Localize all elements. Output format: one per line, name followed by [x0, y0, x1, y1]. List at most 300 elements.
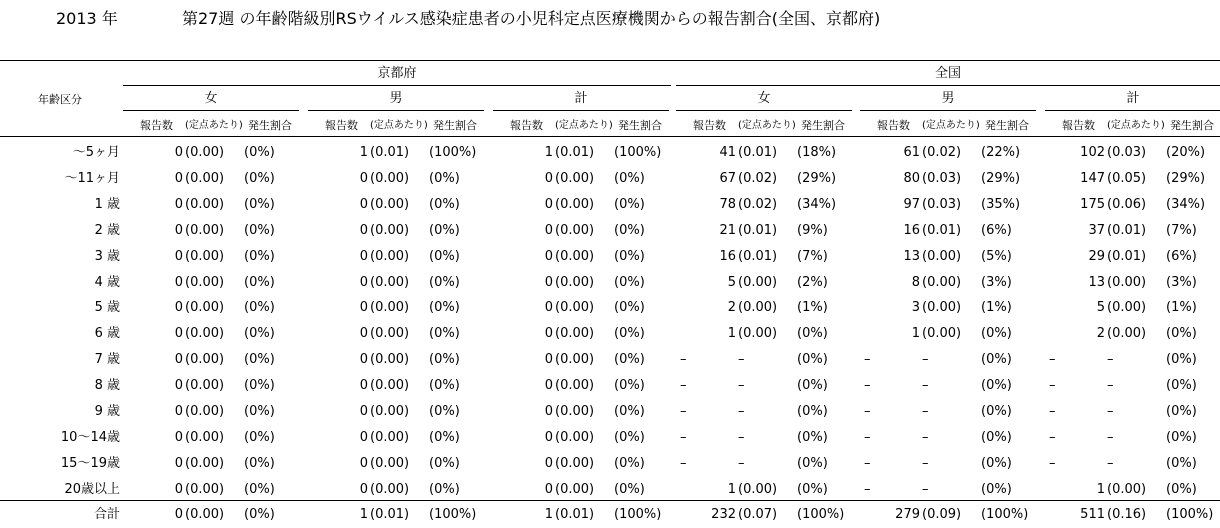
per-sentinel-cell: (0.00)	[185, 145, 225, 160]
per-sentinel-cell: –	[1107, 378, 1114, 393]
per-sentinel-cell: (0.00)	[185, 378, 225, 393]
ratio-cell: (0%)	[797, 404, 828, 419]
per-sentinel-cell: –	[1107, 404, 1114, 419]
count-cell: 67	[719, 171, 736, 186]
per-sentinel-cell: (0.01)	[555, 507, 595, 522]
per-sentinel-cell: (0.00)	[185, 456, 225, 471]
count-cell: 0	[359, 456, 368, 471]
ratio-cell: (0%)	[614, 275, 645, 290]
ratio-cell: (0%)	[614, 249, 645, 264]
subheader-per-sentinel: (定点あたり)	[922, 120, 980, 131]
ratio-cell: (0%)	[429, 352, 460, 367]
per-sentinel-cell: –	[922, 404, 929, 419]
per-sentinel-cell: (0.00)	[555, 326, 595, 341]
count-cell: 1	[727, 482, 736, 497]
sex-divider-4	[860, 110, 1036, 111]
count-cell: 78	[719, 197, 736, 212]
ratio-cell: (0%)	[244, 223, 275, 238]
count-cell: 0	[359, 378, 368, 393]
count-cell: 0	[544, 249, 553, 264]
ratio-cell: (0%)	[244, 197, 275, 212]
per-sentinel-cell: –	[922, 352, 929, 367]
ratio-cell: (0%)	[981, 482, 1012, 497]
per-sentinel-cell: (0.00)	[555, 404, 595, 419]
count-cell: 0	[174, 145, 183, 160]
per-sentinel-cell: (0.03)	[922, 171, 962, 186]
ratio-cell: (0%)	[244, 456, 275, 471]
ratio-cell: (29%)	[981, 171, 1021, 186]
count-cell: –	[864, 404, 871, 419]
per-sentinel-cell: –	[922, 482, 929, 497]
per-sentinel-cell: (0.01)	[370, 507, 410, 522]
count-cell: 0	[174, 378, 183, 393]
ratio-cell: (22%)	[981, 145, 1021, 160]
per-sentinel-cell: (0.02)	[922, 145, 962, 160]
per-sentinel-cell: (0.01)	[922, 223, 962, 238]
count-cell: –	[680, 430, 687, 445]
count-cell: –	[680, 378, 687, 393]
per-sentinel-cell: (0.00)	[738, 326, 778, 341]
count-cell: 0	[544, 378, 553, 393]
per-sentinel-cell: (0.05)	[1107, 171, 1147, 186]
count-cell: 0	[174, 300, 183, 315]
count-cell: 0	[174, 507, 183, 522]
sex-divider-2	[493, 110, 669, 111]
ratio-cell: (0%)	[244, 482, 275, 497]
age-label: 10〜14歳	[60, 430, 120, 445]
age-label: 1 歳	[94, 197, 120, 212]
per-sentinel-cell: (0.00)	[370, 326, 410, 341]
ratio-cell: (100%)	[614, 507, 662, 522]
count-cell: 0	[174, 482, 183, 497]
per-sentinel-cell: (0.00)	[185, 197, 225, 212]
ratio-cell: (0%)	[614, 482, 645, 497]
sex-divider-0	[123, 110, 299, 111]
report-year: 2013 年	[56, 9, 118, 28]
ratio-cell: (7%)	[1166, 223, 1197, 238]
subheader-ratio: 発生割合	[248, 119, 292, 132]
ratio-cell: (0%)	[797, 456, 828, 471]
count-cell: 1	[359, 145, 368, 160]
ratio-cell: (3%)	[1166, 275, 1197, 290]
count-cell: 41	[719, 145, 736, 160]
count-cell: 5	[1096, 300, 1105, 315]
subheader-per-sentinel: (定点あたり)	[1107, 120, 1165, 131]
per-sentinel-cell: (0.00)	[555, 223, 595, 238]
per-sentinel-cell: (0.00)	[370, 482, 410, 497]
count-cell: 0	[544, 223, 553, 238]
ratio-cell: (0%)	[429, 223, 460, 238]
per-sentinel-cell: (0.00)	[370, 197, 410, 212]
per-sentinel-cell: (0.00)	[555, 352, 595, 367]
count-cell: 8	[911, 275, 920, 290]
ratio-cell: (100%)	[1166, 507, 1214, 522]
count-cell: 13	[903, 249, 920, 264]
report-title: 第27週 の年齢階級別RSウイルス感染症患者の小児科定点医療機関からの報告割合(全国、京都府)	[182, 9, 881, 28]
per-sentinel-cell: (0.00)	[555, 482, 595, 497]
per-sentinel-cell: (0.00)	[1107, 326, 1147, 341]
count-cell: 0	[174, 275, 183, 290]
per-sentinel-cell: (0.00)	[185, 507, 225, 522]
count-cell: 0	[544, 197, 553, 212]
count-cell: 0	[359, 430, 368, 445]
age-label: 2 歳	[94, 223, 120, 238]
per-sentinel-cell: (0.03)	[1107, 145, 1147, 160]
subheader-count: 報告数	[140, 119, 173, 132]
per-sentinel-cell: (0.00)	[922, 249, 962, 264]
per-sentinel-cell: (0.02)	[738, 197, 778, 212]
ratio-cell: (0%)	[614, 223, 645, 238]
subheader-ratio: 発生割合	[801, 119, 845, 132]
count-cell: 2	[1096, 326, 1105, 341]
age-label: 3 歳	[94, 249, 120, 264]
subheader-ratio: 発生割合	[433, 119, 477, 132]
age-label: 6 歳	[94, 326, 120, 341]
sex-header: 計	[1126, 91, 1140, 106]
age-label: 5 歳	[94, 300, 120, 315]
ratio-cell: (0%)	[429, 171, 460, 186]
per-sentinel-cell: (0.01)	[1107, 249, 1147, 264]
count-cell: 1	[359, 507, 368, 522]
count-cell: 232	[711, 507, 736, 522]
count-cell: 2	[727, 300, 736, 315]
subheader-count: 報告数	[693, 119, 726, 132]
count-cell: 0	[174, 223, 183, 238]
ratio-cell: (0%)	[244, 300, 275, 315]
ratio-cell: (29%)	[797, 171, 837, 186]
ratio-cell: (0%)	[797, 482, 828, 497]
per-sentinel-cell: (0.01)	[555, 145, 595, 160]
age-column-header: 年齢区分	[38, 93, 82, 106]
per-sentinel-cell: (0.00)	[1107, 300, 1147, 315]
total-row-label: 合計	[93, 507, 120, 522]
age-label: 〜5ヶ月	[72, 145, 120, 160]
per-sentinel-cell: (0.00)	[555, 378, 595, 393]
ratio-cell: (0%)	[614, 197, 645, 212]
ratio-cell: (0%)	[429, 430, 460, 445]
per-sentinel-cell: (0.00)	[370, 223, 410, 238]
count-cell: 0	[544, 300, 553, 315]
ratio-cell: (0%)	[981, 456, 1012, 471]
ratio-cell: (0%)	[1166, 352, 1197, 367]
per-sentinel-cell: (0.01)	[738, 249, 778, 264]
count-cell: 0	[544, 352, 553, 367]
count-cell: 0	[174, 326, 183, 341]
ratio-cell: (0%)	[614, 378, 645, 393]
per-sentinel-cell: (0.00)	[370, 430, 410, 445]
count-cell: 5	[727, 275, 736, 290]
ratio-cell: (0%)	[244, 378, 275, 393]
ratio-cell: (0%)	[981, 378, 1012, 393]
count-cell: 147	[1080, 171, 1105, 186]
ratio-cell: (0%)	[429, 326, 460, 341]
ratio-cell: (0%)	[614, 171, 645, 186]
per-sentinel-cell: (0.00)	[555, 456, 595, 471]
ratio-cell: (1%)	[1166, 300, 1197, 315]
per-sentinel-cell: (0.00)	[185, 223, 225, 238]
count-cell: 0	[544, 171, 553, 186]
age-label: 20歳以上	[64, 482, 120, 497]
count-cell: 0	[359, 404, 368, 419]
ratio-cell: (0%)	[981, 430, 1012, 445]
count-cell: 1	[911, 326, 920, 341]
count-cell: 13	[1088, 275, 1105, 290]
count-cell: 0	[174, 430, 183, 445]
per-sentinel-cell: (0.00)	[185, 326, 225, 341]
ratio-cell: (3%)	[981, 275, 1012, 290]
per-sentinel-cell: (0.00)	[922, 275, 962, 290]
count-cell: 0	[174, 197, 183, 212]
ratio-cell: (0%)	[429, 404, 460, 419]
ratio-cell: (7%)	[797, 249, 828, 264]
count-cell: –	[864, 456, 871, 471]
age-label: 7 歳	[94, 352, 120, 367]
ratio-cell: (100%)	[981, 507, 1029, 522]
ratio-cell: (0%)	[244, 249, 275, 264]
ratio-cell: (0%)	[244, 275, 275, 290]
ratio-cell: (29%)	[1166, 171, 1206, 186]
ratio-cell: (0%)	[1166, 326, 1197, 341]
per-sentinel-cell: –	[738, 404, 745, 419]
per-sentinel-cell: (0.00)	[555, 171, 595, 186]
per-sentinel-cell: –	[1107, 456, 1114, 471]
per-sentinel-cell: –	[738, 430, 745, 445]
count-cell: –	[864, 352, 871, 367]
count-cell: –	[864, 378, 871, 393]
ratio-cell: (0%)	[981, 326, 1012, 341]
ratio-cell: (5%)	[981, 249, 1012, 264]
count-cell: 0	[544, 482, 553, 497]
per-sentinel-cell: (0.01)	[738, 145, 778, 160]
count-cell: 80	[903, 171, 920, 186]
per-sentinel-cell: (0.00)	[185, 352, 225, 367]
ratio-cell: (0%)	[429, 456, 460, 471]
age-label: 15〜19歳	[60, 456, 120, 471]
ratio-cell: (18%)	[797, 145, 837, 160]
ratio-cell: (34%)	[1166, 197, 1206, 212]
per-sentinel-cell: –	[1107, 430, 1114, 445]
count-cell: 3	[911, 300, 920, 315]
ratio-cell: (2%)	[797, 275, 828, 290]
ratio-cell: (6%)	[1166, 249, 1197, 264]
count-cell: 1	[1096, 482, 1105, 497]
per-sentinel-cell: (0.16)	[1107, 507, 1147, 522]
region-divider-kyoto	[123, 85, 671, 86]
count-cell: 102	[1080, 145, 1105, 160]
per-sentinel-cell: (0.00)	[922, 326, 962, 341]
per-sentinel-cell: (0.00)	[738, 275, 778, 290]
ratio-cell: (9%)	[797, 223, 828, 238]
per-sentinel-cell: (0.02)	[738, 171, 778, 186]
per-sentinel-cell: (0.00)	[1107, 482, 1147, 497]
per-sentinel-cell: –	[922, 378, 929, 393]
per-sentinel-cell: (0.01)	[1107, 223, 1147, 238]
sex-header: 男	[389, 91, 403, 106]
count-cell: –	[680, 456, 687, 471]
ratio-cell: (34%)	[797, 197, 837, 212]
ratio-cell: (0%)	[614, 404, 645, 419]
count-cell: 0	[359, 300, 368, 315]
count-cell: 0	[359, 326, 368, 341]
per-sentinel-cell: (0.00)	[555, 300, 595, 315]
per-sentinel-cell: (0.00)	[185, 300, 225, 315]
ratio-cell: (0%)	[614, 326, 645, 341]
count-cell: 0	[359, 171, 368, 186]
count-cell: 97	[903, 197, 920, 212]
per-sentinel-cell: (0.00)	[555, 197, 595, 212]
ratio-cell: (100%)	[614, 145, 662, 160]
count-cell: –	[864, 430, 871, 445]
count-cell: 0	[174, 404, 183, 419]
count-cell: –	[680, 404, 687, 419]
ratio-cell: (0%)	[429, 249, 460, 264]
per-sentinel-cell: (0.00)	[185, 275, 225, 290]
per-sentinel-cell: –	[738, 456, 745, 471]
count-cell: –	[1049, 404, 1056, 419]
ratio-cell: (0%)	[429, 275, 460, 290]
per-sentinel-cell: (0.01)	[738, 223, 778, 238]
per-sentinel-cell: (0.00)	[738, 482, 778, 497]
count-cell: 0	[174, 249, 183, 264]
per-sentinel-cell: (0.00)	[555, 249, 595, 264]
per-sentinel-cell: –	[738, 352, 745, 367]
per-sentinel-cell: (0.00)	[555, 275, 595, 290]
ratio-cell: (0%)	[429, 197, 460, 212]
age-label: 〜11ヶ月	[64, 171, 120, 186]
count-cell: 0	[359, 275, 368, 290]
per-sentinel-cell: (0.00)	[370, 404, 410, 419]
per-sentinel-cell: (0.00)	[185, 404, 225, 419]
per-sentinel-cell: (0.00)	[185, 249, 225, 264]
subheader-count: 報告数	[325, 119, 358, 132]
ratio-cell: (0%)	[614, 300, 645, 315]
subheader-per-sentinel: (定点あたり)	[370, 120, 428, 131]
ratio-cell: (0%)	[797, 378, 828, 393]
count-cell: 0	[359, 197, 368, 212]
count-cell: 0	[544, 456, 553, 471]
ratio-cell: (0%)	[244, 507, 275, 522]
ratio-cell: (0%)	[244, 145, 275, 160]
subheader-ratio: 発生割合	[1170, 119, 1214, 132]
total-top-rule	[0, 500, 1220, 501]
ratio-cell: (35%)	[981, 197, 1021, 212]
per-sentinel-cell: (0.00)	[370, 456, 410, 471]
count-cell: 16	[903, 223, 920, 238]
per-sentinel-cell: (0.00)	[555, 430, 595, 445]
count-cell: –	[1049, 378, 1056, 393]
ratio-cell: (0%)	[797, 326, 828, 341]
ratio-cell: (0%)	[797, 352, 828, 367]
count-cell: 61	[903, 145, 920, 160]
ratio-cell: (0%)	[1166, 482, 1197, 497]
ratio-cell: (0%)	[429, 482, 460, 497]
ratio-cell: (0%)	[1166, 378, 1197, 393]
per-sentinel-cell: –	[1107, 352, 1114, 367]
subheader-count: 報告数	[1062, 119, 1095, 132]
count-cell: 0	[359, 223, 368, 238]
count-cell: –	[864, 482, 871, 497]
ratio-cell: (0%)	[981, 352, 1012, 367]
count-cell: 1	[727, 326, 736, 341]
per-sentinel-cell: (0.00)	[185, 482, 225, 497]
sex-divider-3	[676, 110, 852, 111]
region-divider-national	[676, 85, 1220, 86]
count-cell: 0	[544, 326, 553, 341]
ratio-cell: (0%)	[244, 430, 275, 445]
age-label: 8 歳	[94, 378, 120, 393]
ratio-cell: (0%)	[981, 404, 1012, 419]
count-cell: 1	[544, 145, 553, 160]
count-cell: 511	[1080, 507, 1105, 522]
ratio-cell: (100%)	[797, 507, 845, 522]
ratio-cell: (1%)	[981, 300, 1012, 315]
ratio-cell: (20%)	[1166, 145, 1206, 160]
per-sentinel-cell: (0.07)	[738, 507, 778, 522]
count-cell: –	[680, 352, 687, 367]
sex-header: 計	[574, 91, 588, 106]
count-cell: 29	[1088, 249, 1105, 264]
per-sentinel-cell: (0.00)	[922, 300, 962, 315]
ratio-cell: (0%)	[429, 300, 460, 315]
count-cell: 16	[719, 249, 736, 264]
ratio-cell: (100%)	[429, 145, 477, 160]
per-sentinel-cell: (0.00)	[370, 275, 410, 290]
table-top-rule	[0, 60, 1220, 61]
per-sentinel-cell: (0.00)	[185, 171, 225, 186]
per-sentinel-cell: (0.06)	[1107, 197, 1147, 212]
ratio-cell: (100%)	[429, 507, 477, 522]
ratio-cell: (0%)	[1166, 404, 1197, 419]
per-sentinel-cell: (0.01)	[370, 145, 410, 160]
per-sentinel-cell: (0.09)	[922, 507, 962, 522]
count-cell: 21	[719, 223, 736, 238]
ratio-cell: (0%)	[429, 378, 460, 393]
per-sentinel-cell: (0.00)	[370, 352, 410, 367]
subheader-count: 報告数	[877, 119, 910, 132]
ratio-cell: (0%)	[614, 430, 645, 445]
count-cell: 0	[174, 171, 183, 186]
per-sentinel-cell: –	[922, 430, 929, 445]
count-cell: 279	[895, 507, 920, 522]
per-sentinel-cell: –	[738, 378, 745, 393]
per-sentinel-cell: (0.00)	[370, 378, 410, 393]
count-cell: 0	[174, 456, 183, 471]
per-sentinel-cell: (0.00)	[1107, 275, 1147, 290]
count-cell: 37	[1088, 223, 1105, 238]
ratio-cell: (1%)	[797, 300, 828, 315]
sex-divider-1	[308, 110, 484, 111]
subheader-per-sentinel: (定点あたり)	[738, 120, 796, 131]
age-label: 9 歳	[94, 404, 120, 419]
region-header-national: 全国	[934, 66, 961, 81]
count-cell: 0	[544, 430, 553, 445]
subheader-ratio: 発生割合	[618, 119, 662, 132]
per-sentinel-cell: (0.00)	[370, 171, 410, 186]
ratio-cell: (0%)	[244, 326, 275, 341]
ratio-cell: (0%)	[797, 430, 828, 445]
ratio-cell: (0%)	[1166, 430, 1197, 445]
sex-divider-5	[1045, 110, 1220, 111]
subheader-per-sentinel: (定点あたり)	[185, 120, 243, 131]
region-header-kyoto: 京都府	[377, 66, 417, 81]
count-cell: –	[1049, 430, 1056, 445]
count-cell: 0	[359, 482, 368, 497]
count-cell: 0	[359, 249, 368, 264]
ratio-cell: (0%)	[244, 352, 275, 367]
count-cell: –	[1049, 456, 1056, 471]
header-bottom-rule	[0, 136, 1220, 137]
ratio-cell: (6%)	[981, 223, 1012, 238]
